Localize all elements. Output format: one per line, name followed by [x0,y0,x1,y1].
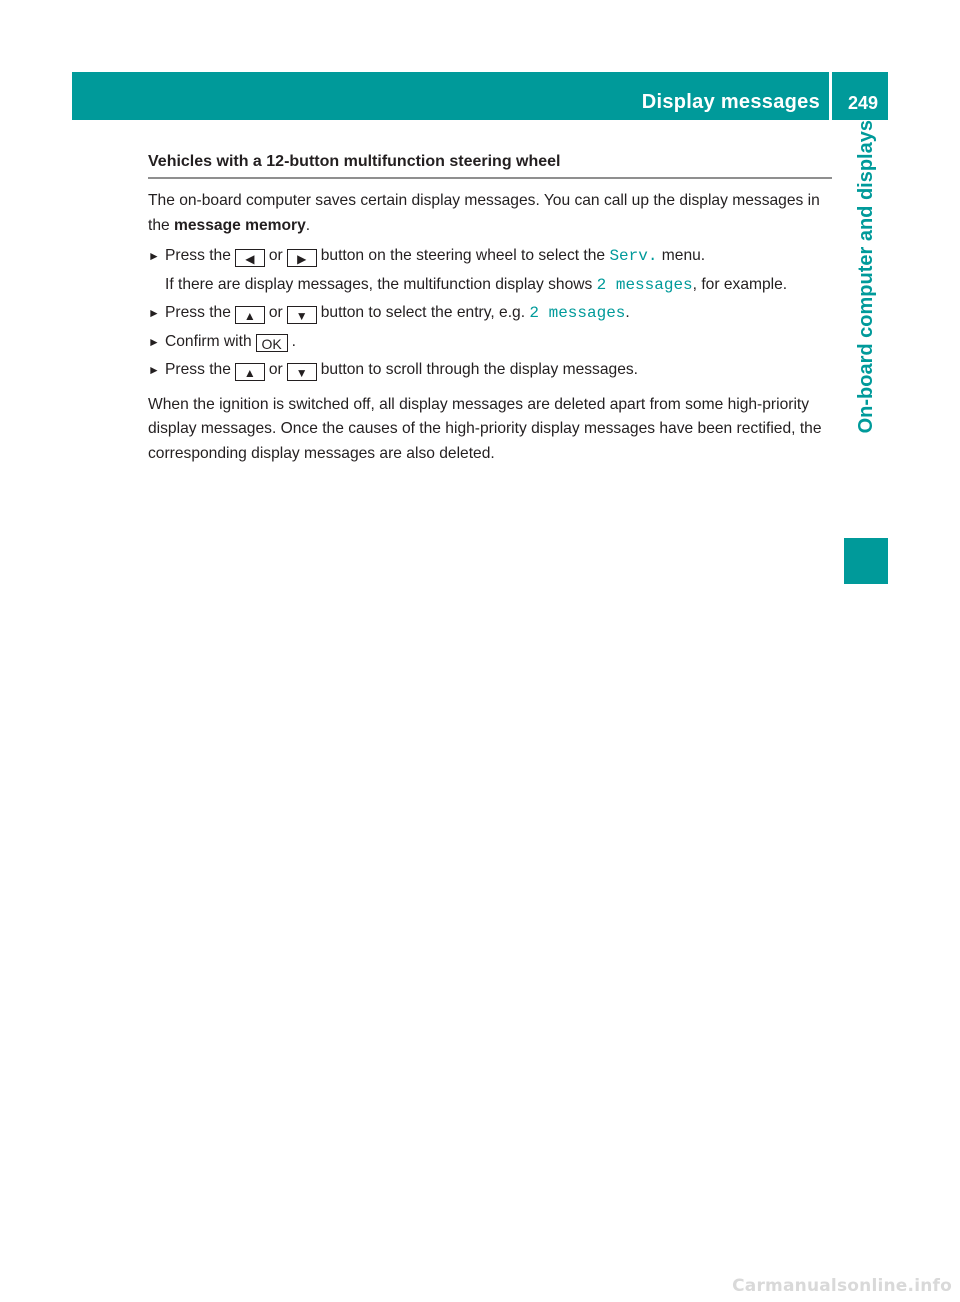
up-key-icon: ▲ [235,306,265,324]
intro-bold-term: message memory [174,216,306,234]
result-text: If there are display messages, the multifunction display shows [165,275,597,293]
down-key-icon: ▼ [287,363,317,381]
page-title: Display messages [641,91,820,113]
step-arrow-icon: ► [148,334,160,349]
step-text: . [625,304,630,321]
step-text: or [268,361,283,378]
step-text: Press the [165,247,231,264]
chapter-label: On-board computer and displays [855,120,877,434]
display-code: 2 messages [529,304,626,322]
step-item [148,301,832,326]
page-number: 249 [847,93,878,113]
step-item [148,244,832,269]
ok-key-icon: OK [256,334,288,352]
closing-paragraph: When the ignition is switched off, all display messages are deleted apart from some high-priority display messages. Once the causes of the high-priority display messages have been rectified, the corresponding display messages are also deleted. [148,395,822,462]
header-bar [72,72,888,120]
chapter-marker [844,538,888,584]
step-text: or [268,247,283,264]
step-text: Press the [165,304,231,321]
step-arrow-icon: ► [148,249,160,263]
step-text: button on the steering wheel to select the [320,247,606,264]
intro-text: The on-board computer saves certain display messages. You can call up the display messages in the [148,192,820,234]
step-text: Confirm with [165,332,252,350]
up-key-icon: ▲ [235,363,265,381]
content [148,150,832,472]
right-key-icon: ▶ [287,249,317,267]
step-text: . [291,332,296,350]
header-divider [829,72,832,120]
step-text: menu. [661,247,706,264]
left-key-icon: ◀ [235,249,265,267]
intro-end: . [305,216,311,234]
footer-watermark: Carmanualsonline.info [732,1276,952,1296]
step-result [148,273,832,298]
result-text: , for example. [692,275,788,293]
step-arrow-icon: ► [148,363,160,377]
step-text: button to scroll through the display messages. [320,361,639,378]
step-item [148,330,832,355]
display-code: Serv. [609,247,658,265]
down-key-icon: ▼ [287,306,317,324]
step-text: or [268,304,283,321]
intro-paragraph [148,189,832,238]
display-code: 2 messages [596,275,693,294]
step-arrow-icon: ► [148,306,160,320]
section-heading: Vehicles with a 12-button multifunction steering wheel [148,150,832,179]
step-text: Press the [165,361,231,378]
step-text: button to select the entry, e.g. [320,304,526,321]
step-item [148,358,832,383]
chapter-side-tab [844,120,888,535]
